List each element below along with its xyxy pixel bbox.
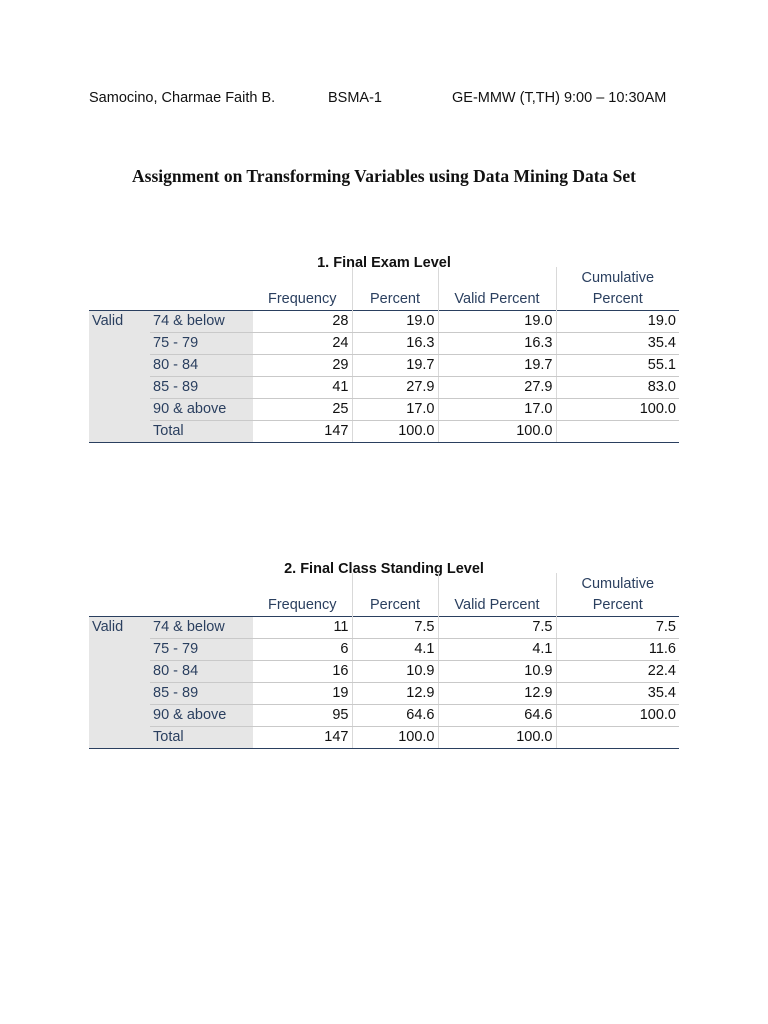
valid-percent-cell: 27.9 [438,377,556,399]
valid-percent-cell: 16.3 [438,333,556,355]
cumulative-percent-cell: 55.1 [556,355,679,377]
valid-percent-cell: 7.5 [438,617,556,639]
table-header-row [89,595,679,617]
table-row [89,705,679,727]
cumulative-percent-cell: 7.5 [556,617,679,639]
frequency-cell: 24 [253,333,352,355]
row-label: 80 - 84 [150,355,253,377]
percent-cell: 100.0 [352,727,438,749]
frequency-cell: 19 [253,683,352,705]
cumulative-percent-cell [556,421,679,443]
table-row [89,617,679,639]
table-row-total [89,421,679,443]
valid-percent-cell: 100.0 [438,727,556,749]
frequency-cell: 29 [253,355,352,377]
percent-cell: 17.0 [352,399,438,421]
row-label: 90 & above [150,399,253,421]
frequency-cell: 95 [253,705,352,727]
percent-cell: 16.3 [352,333,438,355]
table-header-row [89,573,679,595]
valid-percent-cell: 4.1 [438,639,556,661]
cumulative-percent-cell: 100.0 [556,399,679,421]
table-row [89,683,679,705]
row-label: 80 - 84 [150,661,253,683]
percent-cell: 27.9 [352,377,438,399]
table-caption: 1. Final Exam Level [317,255,451,271]
frequency-table [89,573,679,749]
table-row [89,399,679,421]
column-header-valid-percent: Valid Percent [438,595,556,617]
table-row [89,639,679,661]
row-label: Total [150,727,253,749]
row-group-label: Valid [89,617,150,749]
row-label: 74 & below [150,311,253,333]
cumulative-percent-cell: 35.4 [556,683,679,705]
percent-cell: 12.9 [352,683,438,705]
table-row-total [89,727,679,749]
percent-cell: 64.6 [352,705,438,727]
frequency-cell: 6 [253,639,352,661]
column-header-percent: Percent [352,289,438,311]
column-header-cumulative: Cumulative [556,267,679,289]
cumulative-percent-cell: 35.4 [556,333,679,355]
column-header-frequency: Frequency [267,597,337,613]
column-header-percent: Percent [352,595,438,617]
row-label: 85 - 89 [150,377,253,399]
cumulative-percent-cell: 11.6 [556,639,679,661]
row-label: 75 - 79 [150,639,253,661]
frequency-table [89,267,679,443]
frequency-cell: 11 [253,617,352,639]
cumulative-percent-cell: 19.0 [556,311,679,333]
column-header-cumulative: Percent [556,289,679,311]
program-code: BSMA-1 [328,90,382,106]
course-schedule: GE-MMW (T,TH) 9:00 – 10:30AM [452,90,667,106]
percent-cell: 10.9 [352,661,438,683]
percent-cell: 19.0 [352,311,438,333]
table-row [89,311,679,333]
frequency-cell: 16 [253,661,352,683]
valid-percent-cell: 17.0 [438,399,556,421]
percent-cell: 100.0 [352,421,438,443]
valid-percent-cell: 64.6 [438,705,556,727]
table-row [89,355,679,377]
valid-percent-cell: 12.9 [438,683,556,705]
frequency-cell: 28 [253,311,352,333]
valid-percent-cell: 10.9 [438,661,556,683]
table-row [89,377,679,399]
column-header-valid-percent: Valid Percent [438,289,556,311]
frequency-cell: 41 [253,377,352,399]
column-header-frequency: Frequency [267,291,337,307]
column-header-cumulative: Percent [556,595,679,617]
percent-cell: 19.7 [352,355,438,377]
row-label: 74 & below [150,617,253,639]
valid-percent-cell: 19.0 [438,311,556,333]
row-label: 85 - 89 [150,683,253,705]
student-name: Samocino, Charmae Faith B. [89,90,276,106]
cumulative-percent-cell: 83.0 [556,377,679,399]
row-group-label: Valid [89,311,150,443]
frequency-cell: 147 [253,727,352,749]
column-header-cumulative: Cumulative [556,573,679,595]
document-header [0,90,768,110]
cumulative-percent-cell: 22.4 [556,661,679,683]
valid-percent-cell: 100.0 [438,421,556,443]
percent-cell: 4.1 [352,639,438,661]
cumulative-percent-cell: 100.0 [556,705,679,727]
valid-percent-cell: 19.7 [438,355,556,377]
row-label: 75 - 79 [150,333,253,355]
table-header-row [89,289,679,311]
percent-cell: 7.5 [352,617,438,639]
row-label: Total [150,421,253,443]
table-header-row [89,267,679,289]
cumulative-percent-cell [556,727,679,749]
row-label: 90 & above [150,705,253,727]
table-row [89,333,679,355]
table-row [89,661,679,683]
frequency-cell: 147 [253,421,352,443]
document-title: Assignment on Transforming Variables using Data Mining Data Set [132,166,636,186]
table-caption: 2. Final Class Standing Level [284,561,484,577]
frequency-cell: 25 [253,399,352,421]
